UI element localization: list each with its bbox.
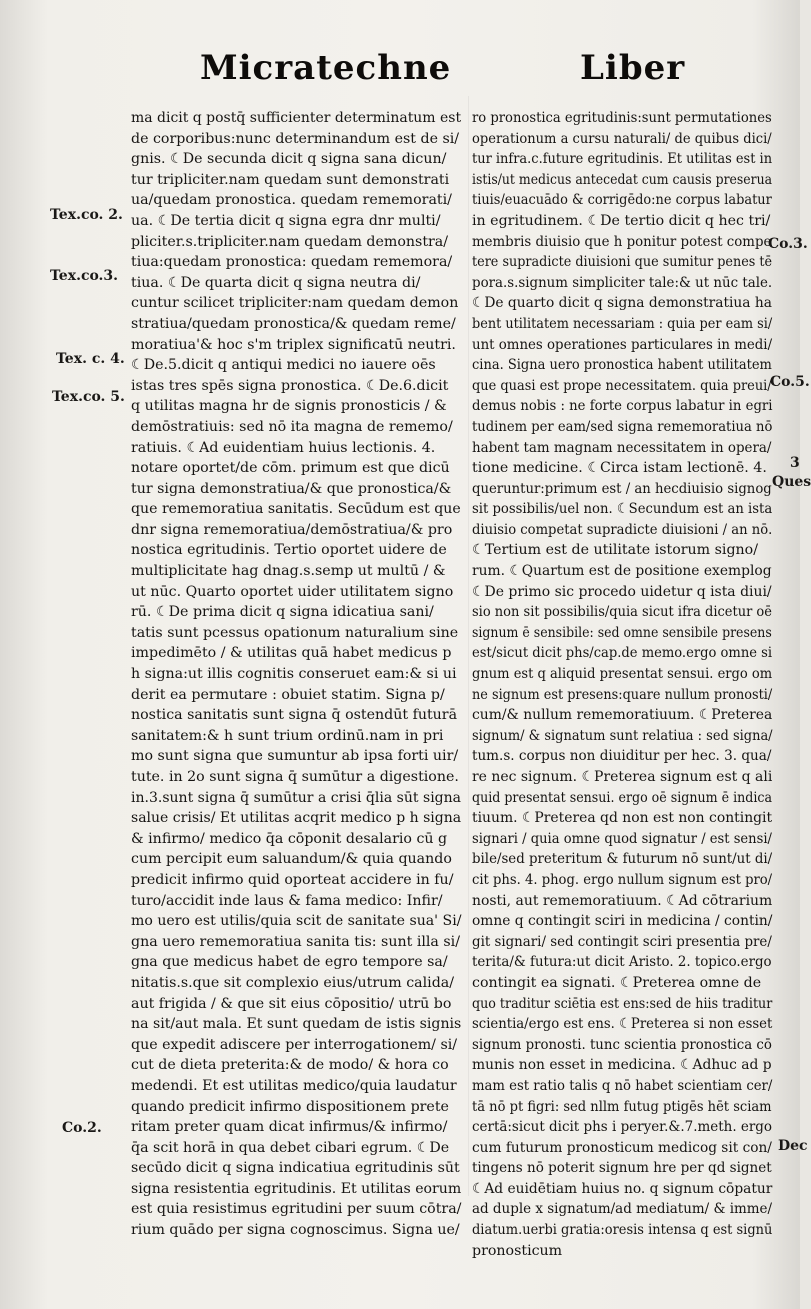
text-line: moratiua'& hoc s'm triplex significatū neutri.: [131, 336, 456, 353]
text-line: q utilitas magna hr de signis pronosticis / &: [131, 398, 447, 415]
text-line: mo uero est utilis/quia scit de sanitate sua' Si/: [131, 913, 462, 930]
text-line: bile/sed preteritum & futurum nō sunt/ut di/: [472, 851, 773, 868]
margin-note-right: Co.5.: [770, 374, 810, 390]
text-line: tur tripliciter.nam quedam sunt demonstrati: [131, 171, 450, 188]
text-line: de corporibus:nunc determinandum est de si/: [131, 130, 460, 147]
text-line: que quasi est prope necessitatem. quia preui/: [472, 377, 772, 394]
text-line: signum ē sensibile: sed omne sensibile presens: [472, 624, 772, 641]
text-line: tudinem per eam/sed signa rememoratiua nō: [472, 418, 773, 435]
text-column-left: [131, 108, 461, 1241]
text-line: que expedit adiscere per interrogationem/ si/: [131, 1036, 458, 1053]
margin-note-left: Tex.co. 5.: [52, 389, 125, 405]
text-line: tiuum. ☾Preterea qd non est non contingit: [472, 810, 773, 827]
text-line: secūdo dicit q signa indicatiua egritudinis sūt: [131, 1160, 460, 1177]
text-line: mo sunt signa que sumuntur ab ipsa forti uir/: [131, 748, 459, 765]
text-line: salue crisis/ Et utilitas acqrit medico p h signa: [131, 810, 462, 827]
text-line: rum. ☾Quartum est de positione exemplog: [472, 563, 772, 580]
margin-note-left: Co.2.: [62, 1120, 102, 1136]
text-line: in egritudinem. ☾De tertio dicit q hec tri/: [472, 212, 771, 229]
text-line: ad duple x signatum/ad mediatum/ & imme/: [472, 1201, 773, 1218]
text-line: nostica egritudinis. Tertio oportet uidere de: [131, 542, 447, 559]
text-line: operationum a cursu naturali/ de quibus dici/: [472, 130, 772, 147]
text-line: tione medicine. ☾Circa istam lectionē. 4.: [472, 460, 767, 477]
running-title-left: Micratechne: [200, 48, 452, 88]
margin-note-right: Co.3.: [768, 236, 808, 252]
text-line: que rememoratiua sanitatis. Secūdum est que: [131, 501, 461, 518]
text-line: tingens nō poterit signum hre per qd signet: [472, 1160, 772, 1177]
text-line: stratiua/quedam pronostica/& quedam reme/: [131, 315, 456, 332]
text-line: tute. in 2o sunt signa q̄ sumūtur a digestione.: [131, 769, 459, 785]
text-line: cuntur scilicet tripliciter:nam quedam demon: [131, 295, 459, 312]
margin-note-left: Tex. c. 4.: [56, 351, 125, 367]
margin-note-right: Dec: [778, 1138, 808, 1154]
text-line: scientia/ergo est ens. ☾Preterea si non esset: [472, 1016, 773, 1033]
text-line: dnr signa rememoratiua/demōstratiua/& pro: [131, 521, 453, 538]
text-line: quo traditur sciētia est ens:sed de hiis traditur: [472, 995, 773, 1012]
text-line: tatis sunt pcessus opationum naturalium sine: [131, 624, 459, 641]
text-line: gna uero rememoratiua sanita tis: sunt illa si/: [131, 933, 461, 950]
text-line: ratiuis. ☾Ad euidentiam huius lectionis. 4.: [131, 439, 436, 456]
text-line: turo/accidit inde laus & fama medico: Infir/: [131, 892, 443, 909]
text-line: ne signum est presens:quare nullum pronosti/: [472, 686, 773, 703]
running-title-right: Liber: [580, 48, 686, 88]
text-line: certā:sicut dicit phs i peryer.&.7.meth. ergo: [472, 1119, 773, 1136]
text-line: ☾De.5.dicit q antiqui medici no iauere oēs: [131, 357, 436, 374]
text-line: tum.s. corpus non diuiditur per hec. 3. qua/: [472, 748, 772, 765]
text-line: habent tam magnam necessitatem in opera/: [472, 439, 772, 456]
text-line: ua/quedam pronostica. quedam rememorati/: [131, 192, 452, 209]
text-line: signum pronosti. tunc scientia pronostica cō: [472, 1036, 772, 1053]
text-line: istis/ut medicus antecedat cum causis preserua: [472, 171, 773, 188]
text-line: ☾De primo sic procedo uidetur q ista diui/: [472, 583, 772, 600]
text-line: unt omnes operationes particulares in medi/: [472, 336, 773, 353]
text-line: demōstratiuis: sed nō ita magna de rememo/: [131, 418, 453, 435]
text-line: cum futurum pronosticum medicog sit con/: [472, 1139, 772, 1156]
text-line: tā nō pt figri: sed nllm futug ptigēs hēt sciam: [472, 1098, 772, 1115]
text-line: aut frigida / & que sit eius cōpositio/ utrū bo: [131, 995, 452, 1012]
text-line: sio non sit possibilis/quia sicut ifra dicetur oē: [472, 604, 772, 621]
margin-note-right: 3: [790, 455, 800, 471]
text-line: predicit infirmo quid oporteat accidere in fu/: [131, 871, 454, 888]
text-line: tur infra.c.future egritudinis. Et utilitas est in: [472, 151, 773, 168]
text-line: ☾De quarto dicit q signa demonstratiua ha: [472, 295, 772, 312]
text-line: nosti, aut rememoratiuum. ☾Ad cōtrarium: [472, 892, 773, 909]
text-line: nitatis.s.que sit complexio eius/utrum calida/: [131, 974, 455, 991]
text-line: istas tres spēs signa pronostica. ☾De.6.dicit: [131, 377, 449, 394]
text-line: ma dicit q postq̄ sufficienter determinatum est: [131, 110, 462, 126]
text-line: omne q contingit sciri in medicina / contin/: [472, 913, 773, 930]
text-line: tiua:quedam pronostica: quedam rememora/: [131, 254, 453, 271]
text-line: in.3.sunt signa q̄ sumūtur a crisi q̄lia sūt signa: [131, 789, 462, 806]
text-line: demus nobis : ne forte corpus labatur in egri: [472, 398, 773, 415]
text-line: terita/& futura:ut dicit Aristo. 2. topico.ergo: [472, 954, 772, 971]
text-line: quando predicit infirmo dispositionem prete: [131, 1098, 449, 1115]
text-line: pronosticum: [472, 1242, 563, 1259]
text-line: git signari/ sed contingit sciri presentia pre/: [472, 933, 772, 950]
text-line: re nec signum. ☾Preterea signum est q ali: [472, 769, 773, 785]
text-line: impedimēto / & utilitas quā habet medicus p: [131, 645, 452, 662]
text-line: q̄a scit horā in qua debet cibari egrum. ☾De: [131, 1139, 450, 1156]
text-line: cum percipit eum saluandum/& quia quando: [131, 851, 452, 868]
text-line: tiua. ☾De quarta dicit q signa neutra di/: [131, 274, 421, 291]
text-line: ☾Ad euidētiam huius no. q signum cōpatur: [472, 1180, 773, 1197]
text-line: ritam preter quam dicat infirmus/& infirmo/: [131, 1119, 448, 1136]
text-line: cut de dieta preterita:& de modo/ & hora co: [131, 1057, 449, 1074]
text-line: tur signa demonstratiua/& que pronostica/&: [131, 480, 452, 497]
text-line: signari / quia omne quod signatur / est sensi/: [472, 830, 772, 847]
text-line: rū. ☾De prima dicit q signa idicatiua sani/: [131, 604, 434, 621]
text-line: est quia resistimus egritudini per suum cōtra/: [131, 1201, 462, 1218]
text-line: ☾Tertium est de utilitate istorum signo/: [472, 542, 758, 559]
text-line: na sit/aut mala. Et sunt quedam de istis signis: [131, 1016, 462, 1033]
text-line: sit possibilis/uel non. ☾Secundum est an ista: [472, 501, 773, 518]
text-line: multiplicitate hag dnag.s.semp ut multū / &: [131, 563, 446, 580]
text-line: queruntur:primum est / an hecdiuisio signog: [472, 480, 772, 497]
text-line: bent utilitatem necessariam : quia per eam si/: [472, 315, 773, 332]
text-line: cina. Signa uero pronostica habent utilitatem: [472, 357, 772, 374]
text-line: contingit ea signati. ☾Preterea omne de: [472, 974, 762, 991]
text-line: pliciter.s.tripliciter.nam quedam demonstra/: [131, 233, 449, 250]
text-line: tiuis/euacuādo & corrigēdo:ne corpus labatur: [472, 192, 772, 209]
text-line: cit phs. 4. phog. ergo nullum signum est pro/: [472, 871, 773, 888]
gutter-shadow: [468, 96, 469, 1196]
text-line: rium quādo per signa cognoscimus. Signa ue/: [131, 1222, 460, 1239]
text-line: ua. ☾De tertia dicit q signa egra dnr multi/: [131, 212, 441, 229]
text-line: ut nūc. Quarto oportet uider utilitatem signo: [131, 583, 454, 600]
text-line: est/sicut dicit phs/cap.de memo.ergo omne si: [472, 645, 773, 662]
text-line: pora.s.signum simpliciter tale:& ut nūc tale.: [472, 274, 773, 291]
text-line: derit ea permutare : obuiet statim. Signa p/: [131, 686, 445, 703]
text-line: tere supradicte diuisioni que sumitur penes tē: [472, 254, 773, 271]
text-line: quid presentat sensui. ergo oē signum ē indica: [472, 789, 773, 806]
text-line: gnum est q aliquid presentat sensui. ergo om: [472, 666, 773, 683]
text-line: munis non esset in medicina. ☾Adhuc ad p: [472, 1057, 772, 1074]
text-line: h signa:ut illis cognitis conseruet eam:& si ui: [131, 666, 457, 683]
text-line: sanitatem:& h sunt trium ordinū.nam in pri: [131, 727, 444, 744]
text-line: signum/ & signatum sunt relatiua : sed signa/: [472, 727, 773, 744]
text-line: notare oportet/de cōm. primum est que dicū: [131, 460, 450, 477]
text-line: nostica sanitatis sunt signa q̄ ostendūt futurā: [131, 707, 458, 724]
text-line: & infirmo/ medico q̄a cōponit desalario cū g: [131, 830, 448, 847]
text-line: mam est ratio talis q nō habet scientiam cer/: [472, 1077, 773, 1094]
text-line: membris diuisio que h ponitur potest compe: [472, 233, 772, 250]
text-line: cum/& nullum rememoratiuum. ☾Preterea: [472, 707, 773, 724]
text-line: ro pronostica egritudinis:sunt permutationes: [472, 110, 772, 126]
margin-note-left: Tex.co. 2.: [50, 207, 123, 223]
margin-note-right: Ques: [772, 474, 811, 490]
text-line: medendi. Et est utilitas medico/quia laudatur: [131, 1077, 457, 1094]
text-column-right: [472, 108, 772, 1261]
text-line: diuisio competat supradicte diuisioni / an nō.: [472, 521, 773, 538]
text-line: signa resistentia egritudinis. Et utilitas eorum: [131, 1180, 462, 1197]
margin-note-left: Tex.co.3.: [50, 268, 119, 284]
text-line: gnis. ☾De secunda dicit q signa sana dicun/: [131, 151, 447, 168]
text-line: gna que medicus habet de egro tempore sa/: [131, 954, 448, 971]
text-line: diatum.uerbi gratia:oresis intensa q est signū: [472, 1222, 773, 1239]
